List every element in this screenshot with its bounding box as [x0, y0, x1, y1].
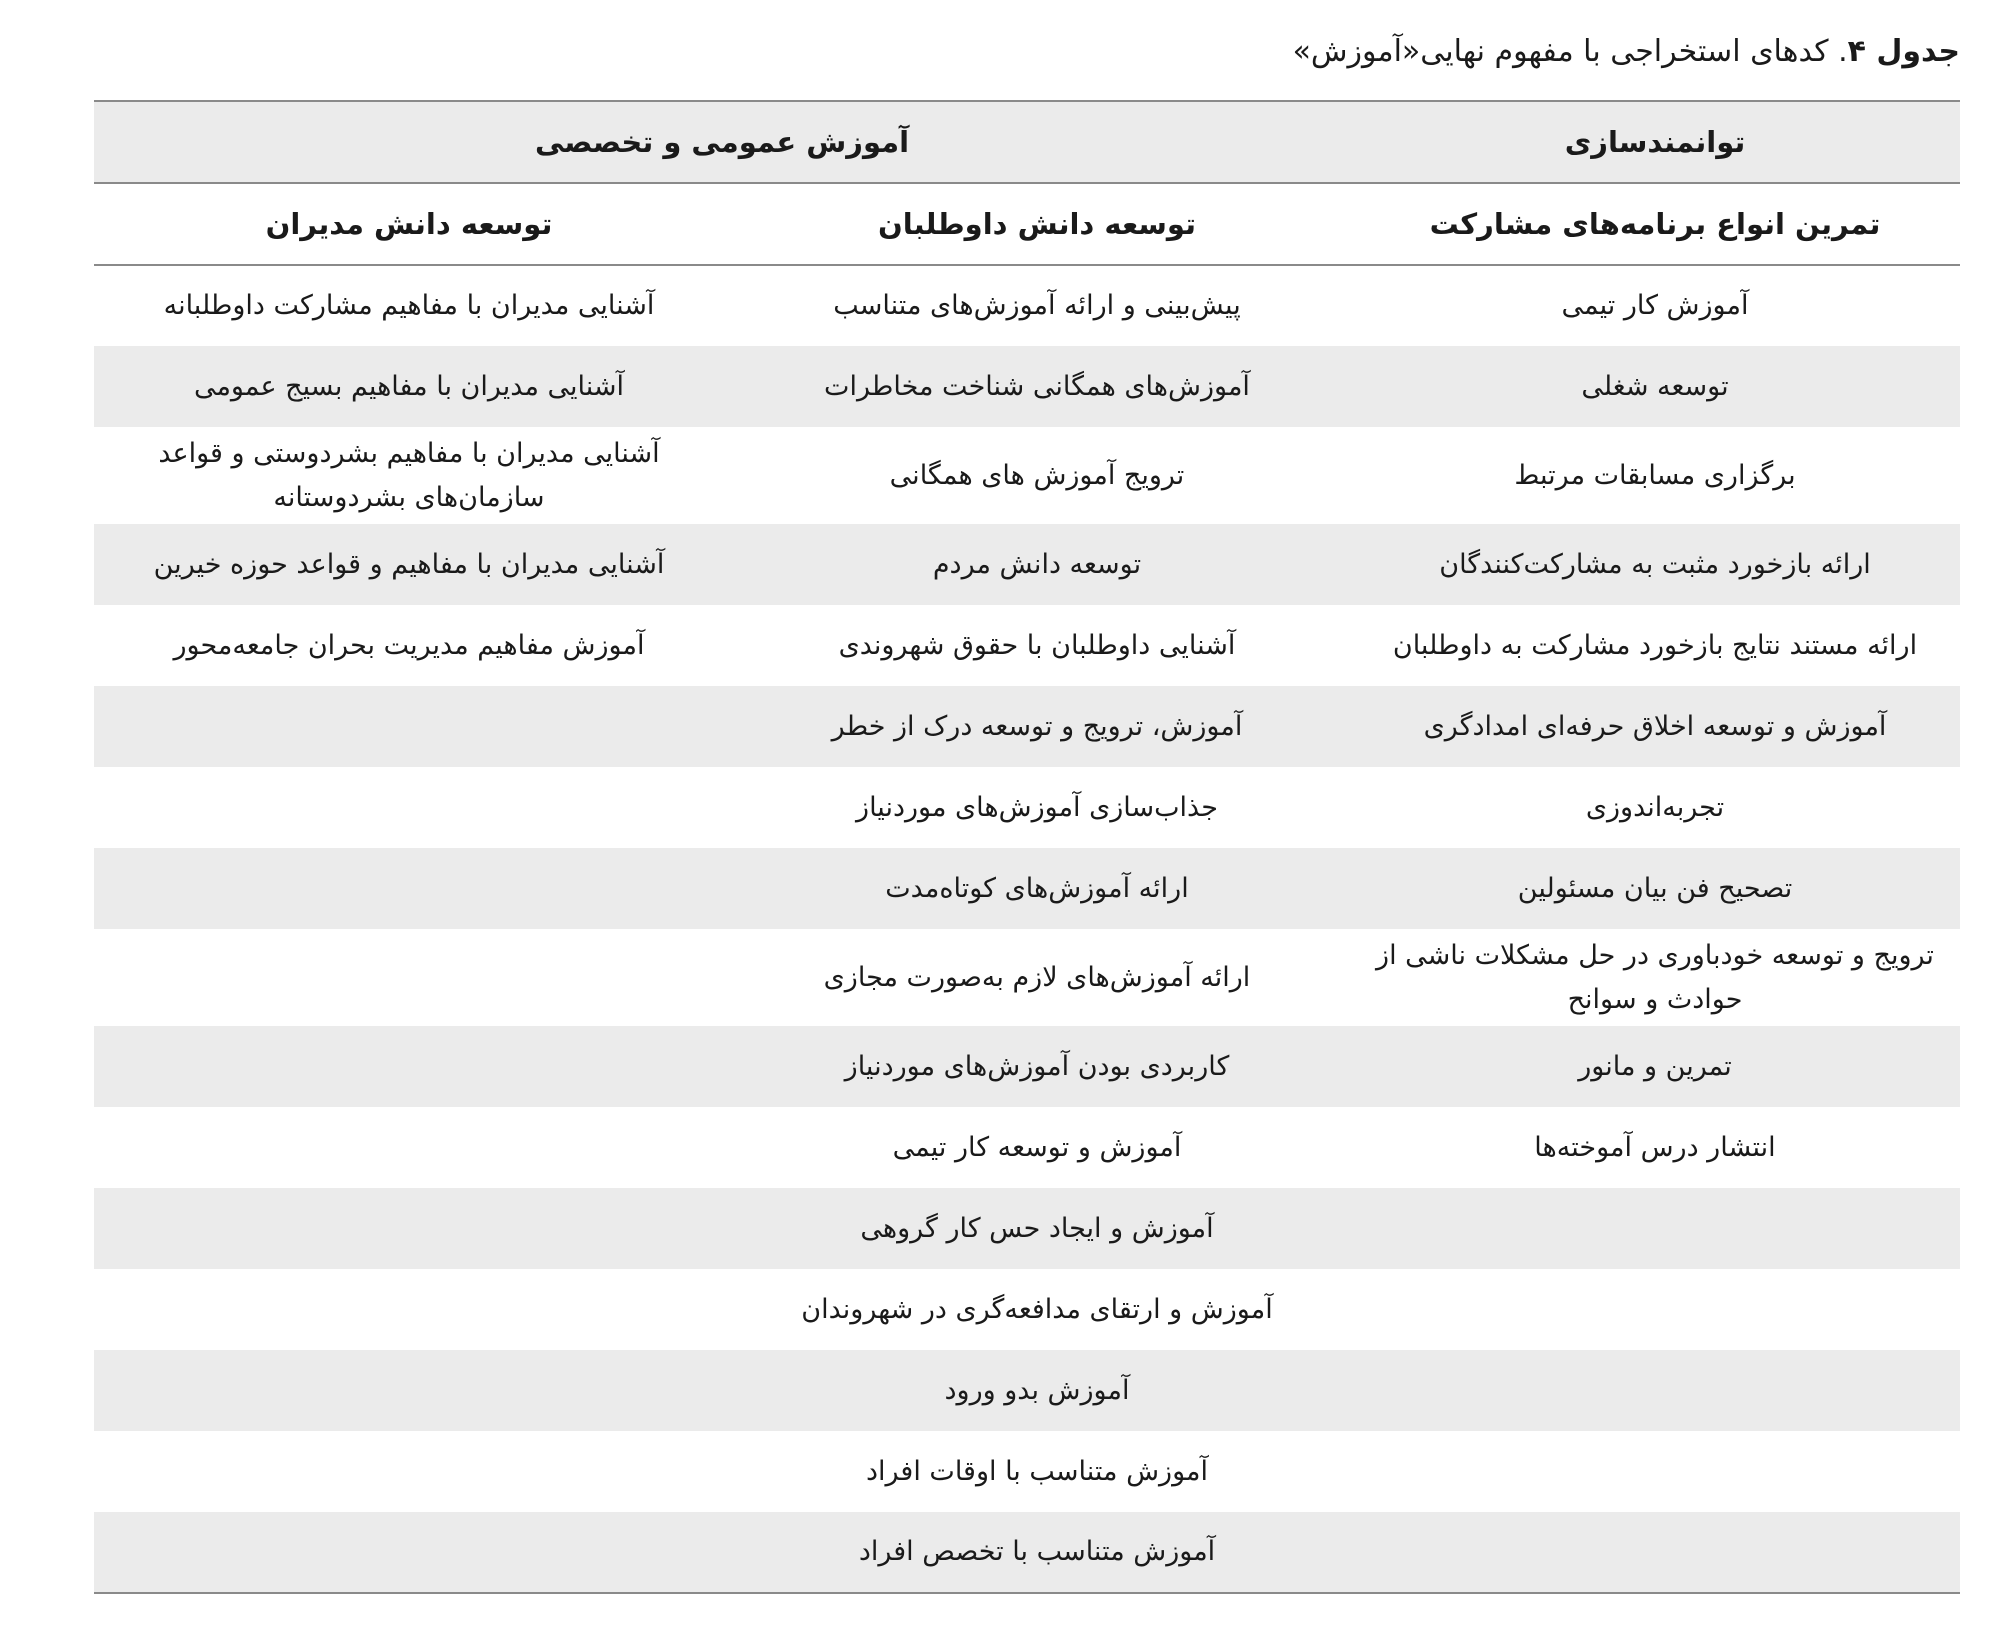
table-cell: آموزش کار تیمی	[1561, 290, 1749, 321]
table-cell: آموزش‌های همگانی شناخت مخاطرات	[824, 370, 1250, 402]
table-cell: آموزش و توسعه اخلاق حرفه‌ای امدادگری	[1423, 710, 1887, 742]
table-cell	[1350, 1188, 1960, 1269]
table-row	[94, 1431, 1960, 1512]
table-cell	[94, 1269, 724, 1350]
table-cell: تجربه‌اندوزی	[1585, 791, 1725, 823]
table-cell	[1350, 1269, 1960, 1350]
table-body	[94, 265, 1960, 1593]
table-cell: آشنایی مدیران با مفاهیم و قواعد حوزه خیرین	[153, 548, 665, 580]
group-header-education: آموزش عمومی و تخصصی	[534, 125, 910, 159]
table-cell: آموزش مفاهیم مدیریت بحران جامعه‌محور	[173, 629, 645, 661]
table-cell	[94, 767, 724, 848]
table-row	[94, 1512, 1960, 1593]
table-cell: جذاب‌سازی آموزش‌های موردنیاز	[856, 791, 1218, 823]
table-cell	[94, 1350, 724, 1431]
table-row	[94, 1269, 1960, 1350]
table-cell: تمرین و مانور	[1578, 1050, 1732, 1082]
group-header-empowerment: توانمندسازی	[1564, 125, 1746, 159]
table-cell	[1350, 1350, 1960, 1431]
table-row	[94, 346, 1960, 427]
table-cell	[94, 848, 724, 929]
caption-text: . کدهای استخراجی با مفهوم نهایی«آموزش»	[1292, 34, 1848, 69]
table-cell	[94, 929, 724, 1026]
table-row	[94, 848, 1960, 929]
table-caption	[40, 30, 1960, 74]
table-row	[94, 605, 1960, 686]
table-cell	[94, 1026, 724, 1107]
codes-table	[94, 100, 1960, 1594]
table-cell: آموزش و توسعه کار تیمی	[892, 1131, 1182, 1163]
table-cell: آموزش و ایجاد حس کار گروهی	[860, 1212, 1214, 1244]
table-cell: آموزش بدو ورود	[944, 1374, 1130, 1406]
table-cell: توسعه دانش مردم	[932, 548, 1142, 580]
table-cell	[94, 686, 724, 767]
caption-label: جدول ۴	[1847, 34, 1960, 69]
table-cell: آشنایی مدیران با مفاهیم بشردوستی و قواعد سازمان‌های بشردوستانه	[158, 437, 660, 513]
group-header-row	[94, 101, 1960, 183]
table-cell: آشنایی داوطلبان با حقوق شهروندی	[838, 629, 1236, 661]
table-cell	[1350, 1431, 1960, 1512]
table-cell: ترویج و توسعه خودباوری در حل مشکلات ناشی از حوادث و سوانح	[1376, 939, 1934, 1015]
table-cell: آموزش متناسب با تخصص افراد	[858, 1536, 1216, 1567]
table-row	[94, 1350, 1960, 1431]
table-row	[94, 929, 1960, 1026]
table-row	[94, 1188, 1960, 1269]
table-cell	[94, 1107, 724, 1188]
table-cell: توسعه شغلی	[1581, 370, 1729, 402]
table-row	[94, 427, 1960, 524]
column-header-row	[94, 183, 1960, 265]
table-cell: ارائه آموزش‌های لازم به‌صورت مجازی	[823, 961, 1251, 993]
table-row	[94, 265, 1960, 346]
table-cell: آموزش و ارتقای مدافعه‌گری در شهروندان	[801, 1293, 1273, 1325]
table-cell: ارائه بازخورد مثبت به مشارکت‌کنندگان	[1439, 548, 1871, 580]
table-cell: پیش‌بینی و ارائه آموزش‌های متناسب	[833, 290, 1241, 321]
table-cell: آشنایی مدیران با مفاهیم مشارکت داوطلبانه	[163, 290, 655, 321]
table-cell	[94, 1431, 724, 1512]
column-header: توسعه دانش مدیران	[265, 207, 553, 241]
table-row	[94, 686, 1960, 767]
column-header: تمرین انواع برنامه‌های مشارکت	[1429, 207, 1881, 241]
table-cell: تصحیح فن بیان مسئولین	[1517, 872, 1793, 904]
table-cell	[94, 1512, 724, 1593]
table-cell: برگزاری مسابقات مرتبط	[1514, 459, 1796, 491]
table-cell	[94, 1188, 724, 1269]
table-cell: ارائه مستند نتایج بازخورد مشارکت به داوطلبان	[1392, 629, 1918, 661]
table-cell: آشنایی مدیران با مفاهیم بسیج عمومی	[193, 370, 625, 402]
table-row	[94, 524, 1960, 605]
table-cell: ارائه آموزش‌های کوتاه‌مدت	[885, 872, 1189, 904]
table-cell	[1350, 1512, 1960, 1593]
table-cell: انتشار درس آموخته‌ها	[1534, 1131, 1776, 1163]
table-cell: ترویج آموزش های همگانی	[889, 459, 1185, 491]
column-header: توسعه دانش داوطلبان	[878, 207, 1196, 241]
table-row	[94, 767, 1960, 848]
table-row	[94, 1026, 1960, 1107]
table-cell: کاربردی بودن آموزش‌های موردنیاز	[844, 1050, 1230, 1082]
table-cell: آموزش متناسب با اوقات افراد	[865, 1455, 1209, 1487]
table-row	[94, 1107, 1960, 1188]
table-cell: آموزش، ترویج و توسعه درک از خطر	[831, 710, 1243, 742]
